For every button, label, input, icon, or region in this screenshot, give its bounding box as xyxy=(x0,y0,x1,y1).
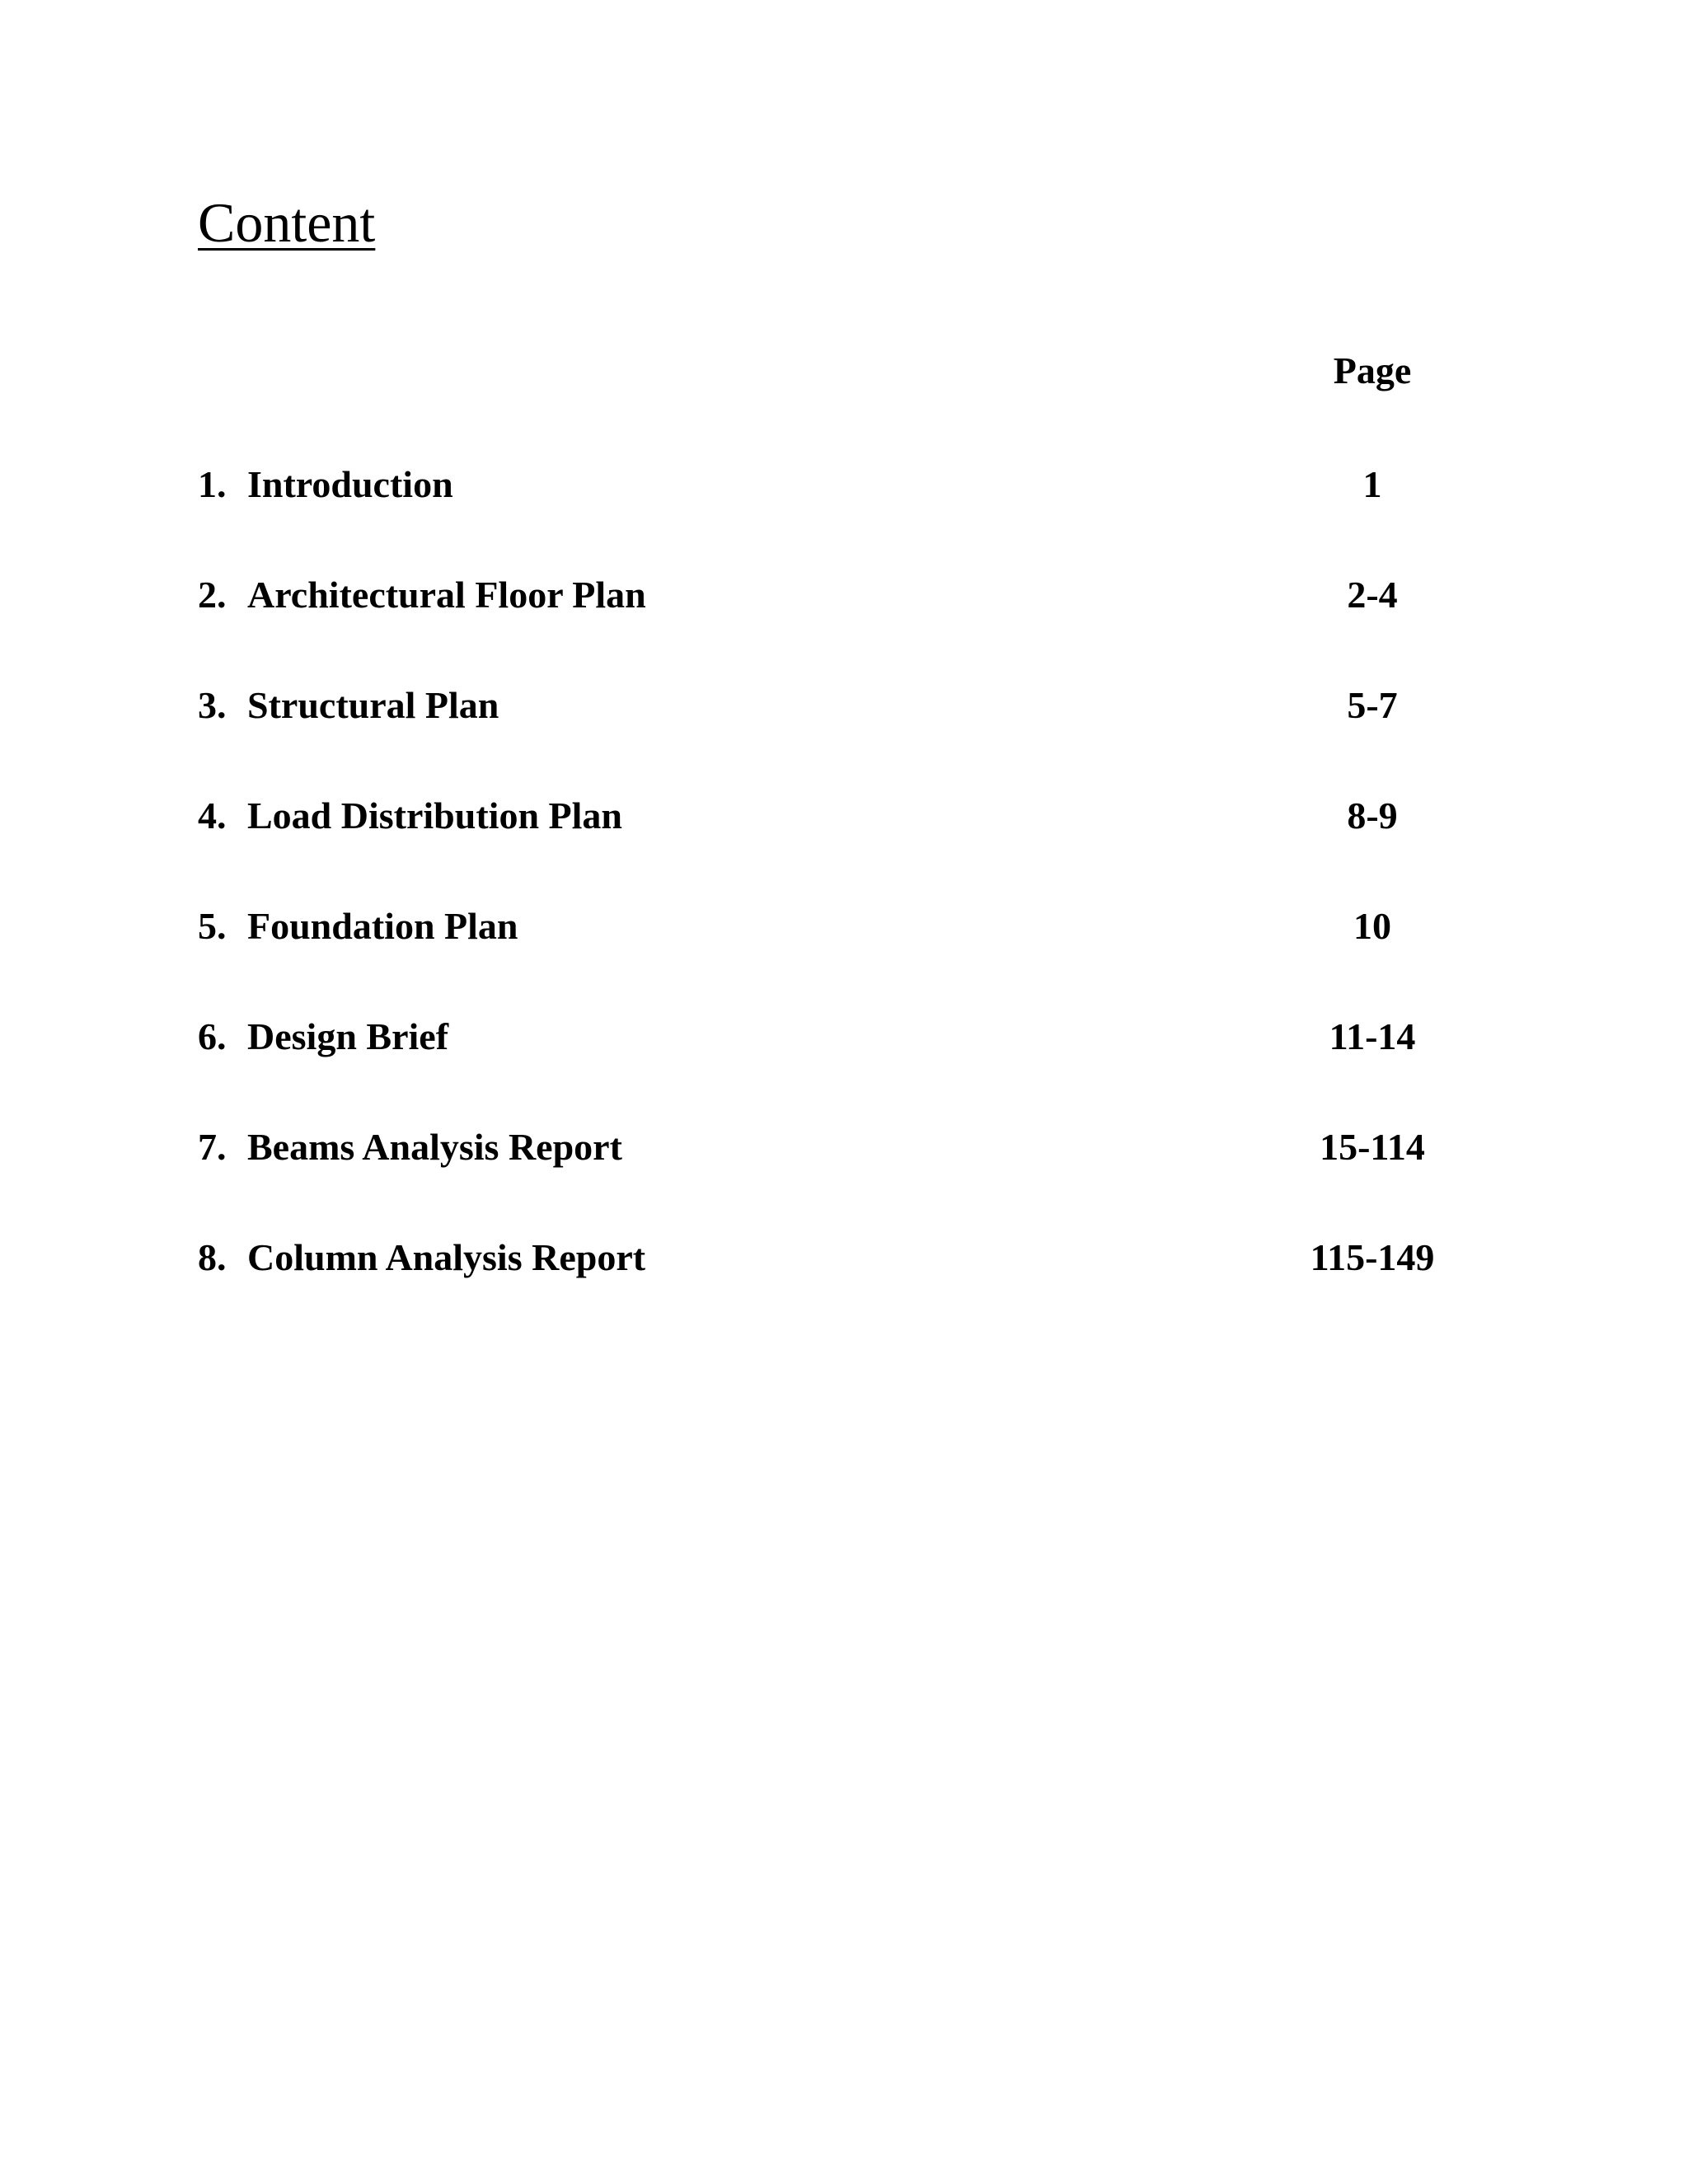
toc-entry-number: 6. xyxy=(198,1015,227,1057)
toc-entry-title: Foundation Plan xyxy=(247,905,518,947)
toc-entry-foundation-plan xyxy=(198,907,1484,1018)
toc-entry-number: 4. xyxy=(198,794,227,837)
toc-entry-pages: 115-149 xyxy=(1310,1236,1435,1278)
table-of-contents xyxy=(198,463,1484,1349)
toc-entry-structural-plan xyxy=(198,684,1484,797)
toc-entry-architectural-floor-plan xyxy=(198,576,1484,687)
toc-entry-pages: 8-9 xyxy=(1347,794,1398,837)
toc-entry-number: 3. xyxy=(198,684,227,726)
page-column-header: Page xyxy=(1333,349,1412,391)
toc-entry-title: Introduction xyxy=(247,463,453,505)
toc-entry-title: Beams Analysis Report xyxy=(247,1126,622,1168)
toc-entry-column-analysis-report xyxy=(198,1236,1484,1349)
toc-entry-pages: 5-7 xyxy=(1347,684,1398,726)
toc-entry-number: 2. xyxy=(198,574,227,616)
toc-entry-pages: 10 xyxy=(1353,905,1391,947)
toc-entry-number: 7. xyxy=(198,1126,227,1168)
toc-entry-pages: 1 xyxy=(1362,463,1382,505)
toc-entry-title: Structural Plan xyxy=(247,684,499,726)
toc-entry-introduction xyxy=(198,463,1484,576)
toc-entry-number: 8. xyxy=(198,1236,227,1278)
toc-entry-title: Design Brief xyxy=(247,1015,449,1057)
toc-entry-title: Architectural Floor Plan xyxy=(247,574,646,616)
toc-entry-title: Load Distribution Plan xyxy=(247,794,622,837)
toc-entry-title: Column Analysis Report xyxy=(247,1236,646,1278)
toc-entry-number: 5. xyxy=(198,905,227,947)
toc-entry-pages: 15-114 xyxy=(1320,1126,1425,1168)
toc-entry-number: 1. xyxy=(198,463,227,505)
toc-entry-design-brief xyxy=(198,1015,1484,1128)
page-title: Content xyxy=(198,191,376,254)
toc-entry-beams-analysis-report xyxy=(198,1128,1484,1239)
toc-entry-pages: 11-14 xyxy=(1329,1015,1416,1057)
toc-entry-pages: 2-4 xyxy=(1347,574,1398,616)
toc-entry-load-distribution-plan xyxy=(198,794,1484,907)
